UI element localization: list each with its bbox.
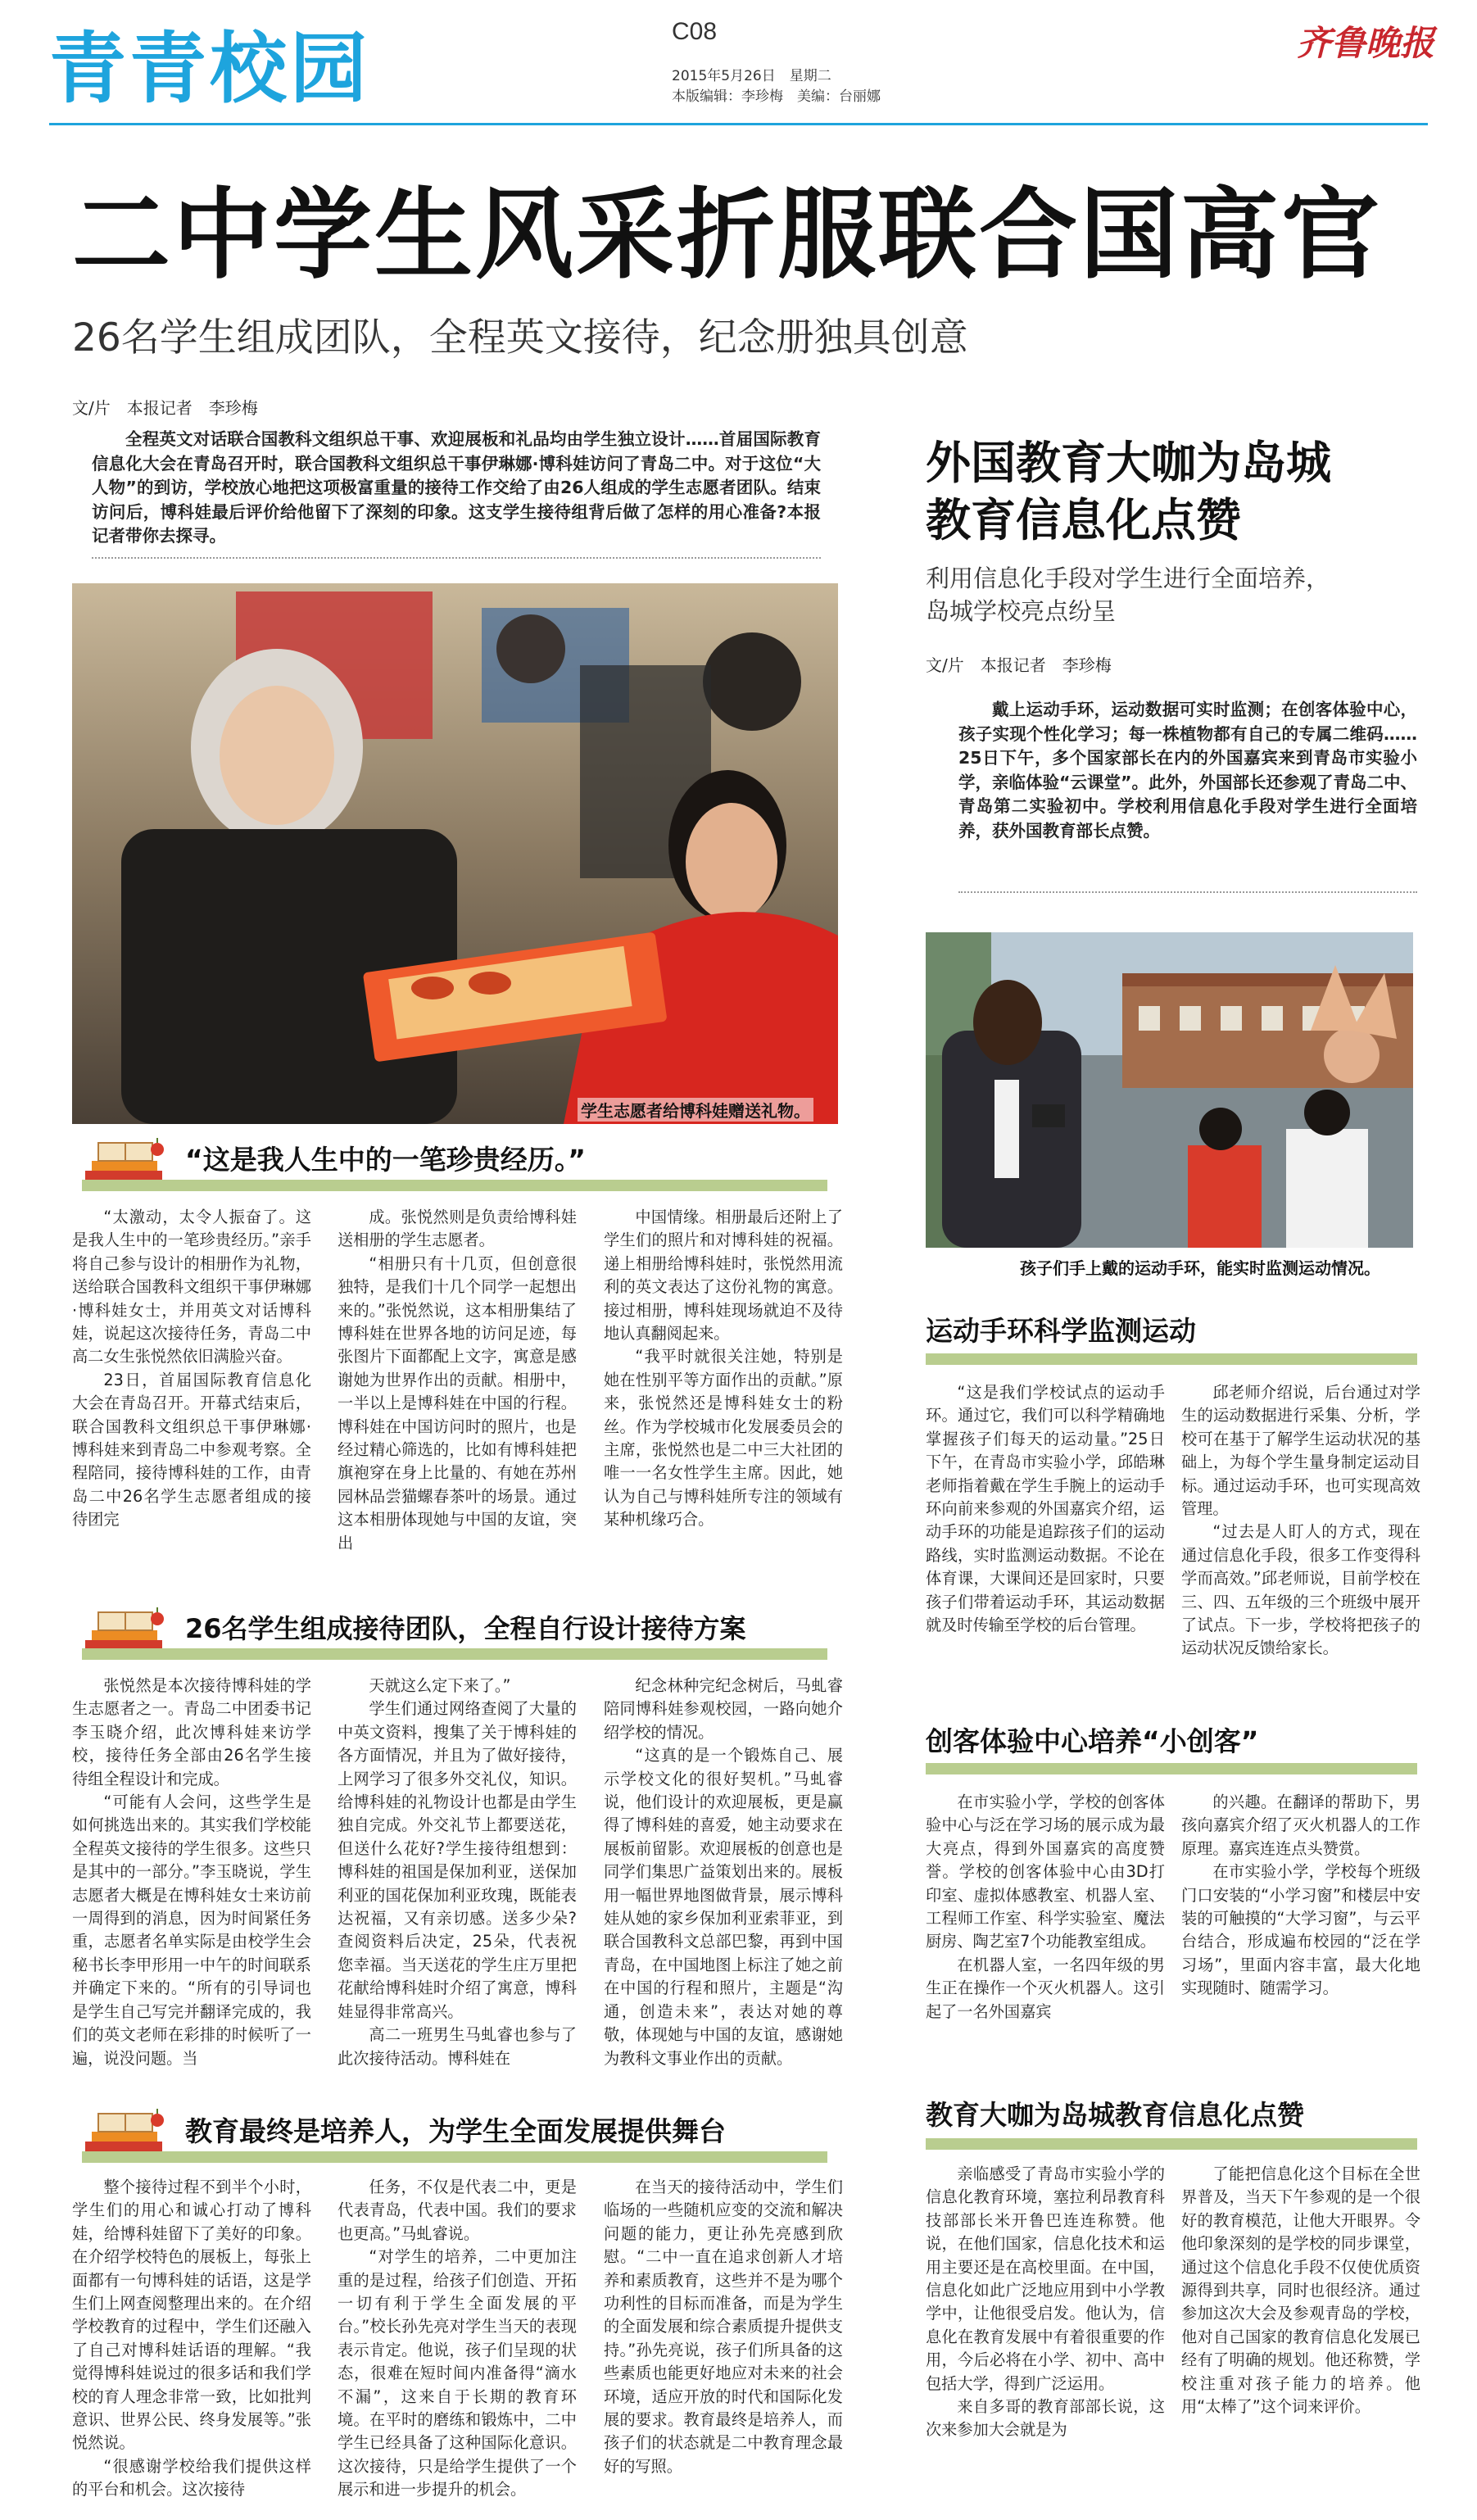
s1-col1 [72, 1206, 311, 1589]
masthead-rule [49, 123, 1428, 125]
main-lead [92, 428, 821, 549]
paragraph: “过去是人盯人的方式，现在通过信息化手段，很多工作变得科学而高效。”邱老师说，目前学校在三、四、五年级的三个班级中展开了试点。下一步，学校将把孩子的运动状况反馈给家长。 [1181, 1522, 1420, 1658]
side-s3-heading: 教育大咖为岛城教育信息化点赞 [926, 2099, 1304, 2131]
main-lead-text: 全程英文对话联合国教科文组织总干事、欢迎展板和礼品均由学生独立设计……首届国际教育信息化大会在青岛召开时，联合国教科文组织总干事伊琳娜·博科娃访问了青岛二中。对于这位“大人物”的到访，学校放心地把这项极富重量的接待工作交给了由26人组成的学生志愿者团队。结束访问后，博科娃最后评价给他留下了深刻的印象。这支学生接待组背后做了怎样的用心准备?本报记者带你去探寻。 [92, 429, 821, 546]
paragraph: 的兴趣。在翻译的帮助下，男孩向嘉宾介绍了灭火机器人的工作原理。嘉宾连连点头赞赏。 [1181, 1793, 1420, 1858]
quote-heading: “这是我人生中的一笔珍贵经历。” [185, 1144, 586, 1176]
paper-logo: 齐鲁晚报 [1296, 23, 1434, 63]
side-subheadline-line2: 岛城学校亮点纷呈 [926, 597, 1117, 625]
s3-col3 [604, 2176, 843, 2504]
paragraph: 天就这么定下来了。” [369, 1676, 511, 1695]
s2-heading: 26名学生组成接待团队，全程自行设计接待方案 [185, 1613, 746, 1644]
paragraph: 在当天的接待活动中，学生们临场的一些随机应变的交流和解决问题的能力，更让孙先亮感到欣慰。“二中一直在追求创新人才培养和素质教育，这些并不是为哪个功利性的目标而准备，而是为学生的全面发展和综合素质提升提供支持。”孙先亮说，孩子们所具备的这些素质也能更好地应对未来的社会环境，适应开放的时代和国际化发展的要求。教育最终是培养人，而孩子们的状态就是二中教育理念最好的写照。 [604, 2178, 843, 2476]
side-headline-line2: 教育信息化点赞 [926, 494, 1242, 546]
quote-heading-bar [82, 1180, 827, 1191]
issue-date: 2015年5月26日 星期二 [672, 68, 831, 84]
editors-line: 本版编辑：李珍梅 美编：台丽娜 [672, 88, 881, 105]
main-photo-caption: 学生志愿者给博科娃赠送礼物。 [578, 1098, 813, 1122]
paragraph: 在市实验小学，学校的创客体验中心与泛在学习场的展示成为最大亮点，得到外国嘉宾的高度赞誉。学校的创客体验中心由3D打印室、虚拟体感教室、机器人室、工程师工作室、科学实验室、魔法厨房、陶艺室7个功能教室组成。 [926, 1793, 1165, 1951]
paragraph: 23日，首届国际教育信息化大会在青岛召开。开幕式结束后，联合国教科文组织总干事伊琳娜·博科娃来到青岛二中参观考察。全程陪同，接待博科娃的工作，由青岛二中26名学生志愿者组成的接待团完 [72, 1370, 311, 1530]
paragraph: “很感谢学校给我们提供这样的平台和机会。这次接待 [72, 2456, 311, 2500]
side-headline-line1: 外国教育大咖为岛城 [926, 437, 1332, 489]
s2-col2 [338, 1675, 577, 2068]
side-subheadline-line1: 利用信息化手段对学生进行全面培养， [926, 564, 1330, 592]
paragraph: 了能把信息化这个目标在全世界普及，当天下午参观的是一个很好的教育模范，让他大开眼界。令他印象深刻的是学校的同步课堂，通过这个信息化手段不仅使优质资源得到共享，同时也很经济。通过参加这次大会及参观青岛的学校，他对自己国家的教育信息化发展已经有了明确的规划。他还称赞，学校注重对孩子能力的培养。他用“太棒了”这个词来评价。 [1181, 2164, 1420, 2417]
side-s3-heading-bar [926, 2138, 1417, 2150]
side-s2-col1 [926, 1791, 1165, 2061]
main-photo-image [72, 583, 838, 1124]
s3-col1 [72, 2176, 311, 2504]
s2-col3 [604, 1675, 843, 2068]
side-photo-image [926, 932, 1413, 1248]
paragraph: 任务，不仅是代表二中，更是代表青岛，代表中国。我们的要求也更高。”马虬睿说。 [338, 2178, 577, 2243]
side-byline: 文/片 本报记者 李珍梅 [926, 655, 1112, 675]
side-s1-heading: 运动手环科学监测运动 [926, 1315, 1196, 1347]
paragraph: “可能有人会问，这些学生是如何挑选出来的。其实我们学校能全程英文接待的学生很多。这些只是其中的一部分。”李玉晓说，学生志愿者大概是在博科娃女士来访前一周得到的消息，因为时间紧任务重，志愿者名单实际是由校学生会秘书长李甲形用一中午的时间联系并确定下来的。“所有的引导词也是学生自己写完并翻译完成的，我们的英文老师在彩排的时候听了一遍，说没问题。当 [72, 1793, 311, 2068]
paragraph: 纪念林种完纪念树后，马虬睿陪同博科娃参观校园，一路向她介绍学校的情况。 [604, 1676, 843, 1742]
paragraph: “这是我们学校试点的运动手环。通过它，我们可以科学精确地掌握孩子们每天的运动量。”25日下午，在青岛市实验小学，邱皓琳老师指着戴在学生手腕上的运动手环向前来参观的外国嘉宾介绍，运动手环的功能是追踪孩子们的运动路线，实时监测运动数据。不论在体育课，大课间还是回家时，只要孩子们带着运动手环，其运动数据就及时传输至学校的后台管理。 [926, 1383, 1165, 1635]
side-s3-col1 [926, 2163, 1165, 2507]
side-s1-heading-bar [926, 1353, 1417, 1365]
side-s2-col2 [1181, 1791, 1420, 2061]
paragraph: 张悦然是本次接待博科娃的学生志愿者之一。青岛二中团委书记李玉晓介绍，此次博科娃来访学校，接待任务全部由26名学生接待组全程设计和完成。 [72, 1676, 311, 1788]
side-s3-col2 [1181, 2163, 1420, 2507]
s3-col2 [338, 2176, 577, 2504]
s3-heading: 教育最终是培养人，为学生全面发展提供舞台 [185, 2115, 726, 2147]
main-photo [72, 583, 838, 1124]
paragraph: 来自多哥的教育部部长说，这次来参加大会就是为 [926, 2397, 1165, 2440]
paragraph: 在机器人室，一名四年级的男生正在操作一个灭火机器人。这引起了一名外国嘉宾 [926, 1955, 1165, 2021]
side-lead-text: 戴上运动手环，运动数据可实时监测；在创客体验中心，孩子实现个性化学习；每一株植物都有自己的专属二维码……25日下午，多个国家部长在内的外国嘉宾来到青岛市实验小学，亲临体验“云课堂”。此外，外国部长还参观了青岛二中、青岛第二实验初中。学校利用信息化手段对学生进行全面培养，获外国教育部长点赞。 [958, 700, 1417, 841]
side-photo-caption: 孩子们手上戴的运动手环，能实时监测运动情况。 [1020, 1258, 1380, 1278]
side-s1-col1 [926, 1381, 1165, 1683]
paragraph: 整个接待过程不到半个小时，学生们的用心和诚心打动了博科娃，给博科娃留下了美好的印象。在介绍学校特色的展板上，每张上面都有一句博科娃的话语，这是学生们上网查阅整理出来的。在介绍学校教育的过程中，学生们还融入了自己对博科娃话语的理解。“我觉得博科娃说过的很多话和我们学校的育人理念非常一致，比如批判意识、世界公民、终身发展等。”张悦然说。 [72, 2178, 311, 2453]
side-s2-heading: 创客体验中心培养“小创客” [926, 1725, 1259, 1757]
paragraph: 在市实验小学，学校每个班级门口安装的“小学习窗”和楼层中安装的可触摸的“大学习窗”，与云平台结合，形成遍布校园的“泛在学习场”，里面内容丰富，最大化地实现随时、随需学习。 [1181, 1862, 1420, 1998]
main-subheadline: 26名学生组成团队，全程英文接待，纪念册独具创意 [72, 315, 968, 360]
lead-underline [92, 557, 821, 559]
paragraph: “相册只有十几页，但创意很独特，是我们十几个同学一起想出来的。”张悦然说，这本相册集结了博科娃在世界各地的访问足迹，每张图片下面都配上文字，寓意是感谢她为世界作出的贡献。相册中，一半以上是博科娃在中国的行程。博科娃在中国访问时的照片，也是经过精心筛选的，比如有博科娃把旗袍穿在身上比量的、有她在苏州园林品尝猫螺春茶叶的场景。通过这本相册体现她与中国的友谊，突出 [338, 1253, 577, 1552]
s2-heading-bar [82, 1648, 827, 1660]
paragraph: 高二一班男生马虬睿也参与了此次接待活动。博科娃在 [338, 2025, 577, 2068]
paragraph: 邱老师介绍说，后台通过对学生的运动数据进行采集、分析，学校可在基于了解学生运动状况的基础上，为每个学生量身制定运动目标。通过运动手环，也可实现高效管理。 [1181, 1383, 1420, 1519]
side-lead [958, 698, 1417, 843]
side-s1-col2 [1181, 1381, 1420, 1683]
main-byline: 文/片 本报记者 李珍梅 [72, 398, 258, 418]
main-headline: 二中学生风采折服联合国高官 [72, 179, 1382, 292]
s3-heading-bar [82, 2151, 827, 2163]
side-photo [926, 932, 1413, 1248]
page-number: C08 [672, 18, 718, 45]
paragraph: 亲临感受了青岛市实验小学的信息化教育环境，塞拉利昂教育科技部部长米开鲁巴连连称赞。他说，在他们国家，信息化技术和运用主要还是在高校里面。在中国，信息化如此广泛地应用到中小学教学中，让他很受启发。他认为，信息化在教育发展中有着很重要的作用，今后必将在小学、初中、高中包括大学，得到广泛运用。 [926, 2164, 1165, 2393]
paragraph: “这真的是一个锻炼自己、展示学校文化的很好契机。”马虬睿说，他们设计的欢迎展板，更是赢得了博科娃的喜爱，她主动要求在展板前留影。欢迎展板的创意也是同学们集思广益策划出来的。展板用一幅世界地图做背景，展示博科娃从她的家乡保加利亚索菲亚，到联合国教科文总部巴黎，再到中国青岛，在中国地图上标注了她之前在中国的行程和照片，主题是“沟通，创造未来”，表达对她的尊敬，体现她与中国的友谊，感谢她为教科文事业作出的贡献。 [604, 1746, 843, 2068]
s1-col2 [338, 1206, 577, 1589]
paragraph: “太激动，太令人振奋了。这是我人生中的一笔珍贵经历。”亲手将自己参与设计的相册作为礼物，送给联合国教科文组织干事伊琳娜·博科娃女士，并用英文对话博科娃，说起这次接待任务，青岛二中高二女生张悦然依旧满脸兴奋。 [72, 1208, 311, 1367]
side-headline [926, 434, 1331, 549]
paragraph: 学生们通过网络查阅了大量的中英文资料，搜集了关于博科娃的各方面情况，并且为了做好接待，上网学习了很多外交礼仪，知识。给博科娃的礼物设计也都是由学生独自完成。外交礼节上都要送花，但送什么花好?学生接待组想到：博科娃的祖国是保加利亚，送保加利亚的国花保加利亚玫瑰，既能表达祝福，又有亲切感。送多少朵?查阅资料后决定，25朵，代表祝您幸福。当天送花的学生庄万里把花献给博科娃时介绍了寓意，博科娃显得非常高兴。 [338, 1699, 577, 2021]
paragraph: 成。张悦然则是负责给博科娃送相册的学生志愿者。 [338, 1208, 577, 1250]
paragraph: “我平时就很关注她，特别是她在性别平等方面作出的贡献。”原来，张悦然还是博科娃女士的粉丝。作为学校城市化发展委员会的主席，张悦然也是二中三大社团的唯一一名女性学生主席。因此，她认为自己与博科娃所专注的领域有某种机缘巧合。 [604, 1347, 843, 1530]
s1-col3 [604, 1206, 843, 1589]
paragraph: 中国情缘。相册最后还附上了学生们的照片和对博科娃的祝福。递上相册给博科娃时，张悦然用流利的英文表达了这份礼物的寓意。接过相册，博科娃现场就迫不及待地认真翻阅起来。 [604, 1208, 843, 1344]
section-logo: 青青校园 [49, 25, 371, 114]
side-s2-heading-bar [926, 1763, 1417, 1774]
side-subheadline [926, 562, 1330, 628]
side-lead-underline [958, 891, 1417, 893]
paragraph: “对学生的培养，二中更加注重的是过程，给孩子们创造、开拓一切有利于学生全面发展的平台。”校长孙先亮对学生当天的表现表示肯定。他说，孩子们呈现的状态，很难在短时间内准备得“滴水不漏”，这来自于长期的教育环境。在平时的磨练和锻炼中，二中学生已经具备了这种国际化意识。这次接待，只是给学生提供了一个展示和进一步提升的机会。 [338, 2247, 577, 2500]
s2-col1 [72, 1675, 311, 2068]
